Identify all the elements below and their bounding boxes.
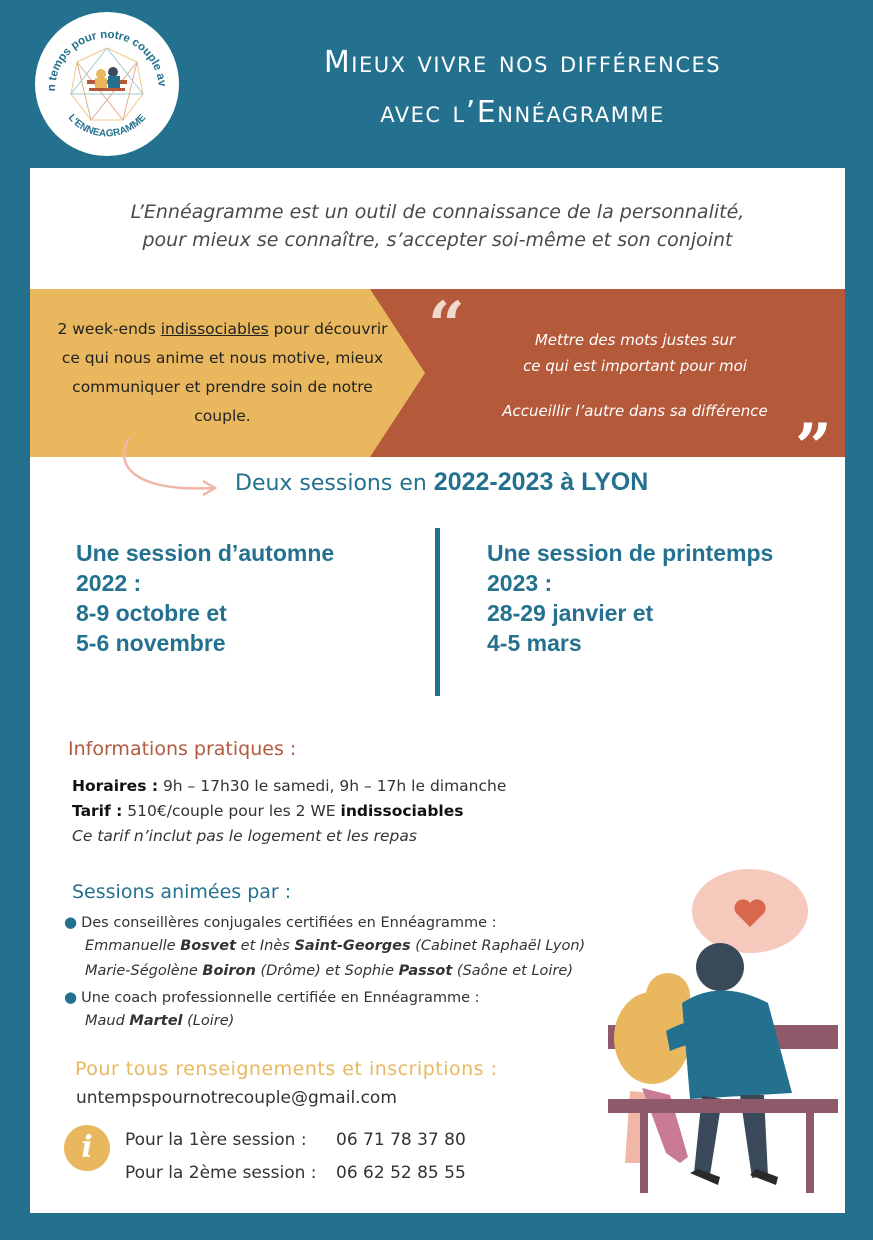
contact-title: Pour tous renseignements et inscriptions : [75,1058,498,1080]
info-title: Informations pratiques : [68,738,297,760]
session-2-label: Pour la 2ème session : [125,1163,317,1183]
quote-close-icon: ” [795,410,832,485]
quote-open-icon: “ [428,288,465,363]
logo-ring-bottom: L'ENNEAGRAMME [65,112,149,140]
logo [33,10,181,158]
band-left [30,289,415,457]
session-spring: Une session de printemps 2023 : 28-29 janvier et 4-5 mars [487,540,774,656]
animators-title: Sessions animées par : [72,881,292,903]
intro-line-2: pour mieux se connaître, s’accepter soi-même et son conjoint [142,229,733,251]
quote-2: Accueillir l’autre dans sa différence [502,402,768,420]
info-icon: i [64,1125,110,1171]
info-note: Ce tarif n’inclut pas le logement et les repas [72,827,417,845]
animators-person-1: Emmanuelle Bosvet et Inès Saint-Georges (Cabinet Raphaël Lyon) [85,938,586,954]
title-line-2: avec l’Ennéagramme [380,95,665,130]
curved-arrow-icon [115,436,225,502]
sessions-heading: Deux sessions en 2022-2023 à LYON [235,468,649,496]
intro-line-1: L’Ennéagramme est un outil de connaissance de la personnalité, [130,201,745,223]
page-title [190,38,855,138]
session-1-phone[interactable]: 06 71 78 37 80 [336,1130,466,1150]
indissociables-underlined: indissociables [160,320,269,338]
session-1-label: Pour la 1ère session : [125,1130,307,1150]
info-hours: Horaires : 9h – 17h30 le samedi, 9h – 17h le dimanche [72,777,507,795]
animators-bullet-1: ● Des conseillères conjugales certifiées en Ennéagramme : [64,913,497,931]
sessions-highlight: 2022-2023 à LYON [433,468,649,496]
contact-email[interactable]: untempspournotrecouple@gmail.com [76,1088,397,1108]
session-divider [435,528,440,696]
info-price: Tarif : 510€/couple pour les 2 WE indissociables [72,802,464,820]
band-left-text: 2 week-ends indissociables pour découvrir ce qui nous anime et nous motive, mieux communiquer et prendre soin de notre couple. [57,320,388,425]
session-2-phone[interactable]: 06 62 52 85 55 [336,1163,466,1183]
intro-text [30,198,845,254]
quote-1: Mettre des mots justes sur ce qui est important pour moi [523,331,747,375]
title-line-1: Mieux vivre nos différences [323,45,722,80]
session-autumn: Une session d’automne 2022 : 8-9 octobre et 5-6 novembre [76,540,335,656]
animators-person-2: Marie-Ségolène Boiron (Drôme) et Sophie Passot (Saône et Loire) [85,963,573,979]
couple-bench-illustration [570,863,845,1208]
animators-person-3: Maud Martel (Loire) [85,1013,235,1029]
animators-bullet-2: ● Une coach professionnelle certifiée en Ennéagramme : [64,988,480,1006]
content-card [30,168,845,1213]
logo-ring-top: n temps pour notre couple av [45,28,168,92]
